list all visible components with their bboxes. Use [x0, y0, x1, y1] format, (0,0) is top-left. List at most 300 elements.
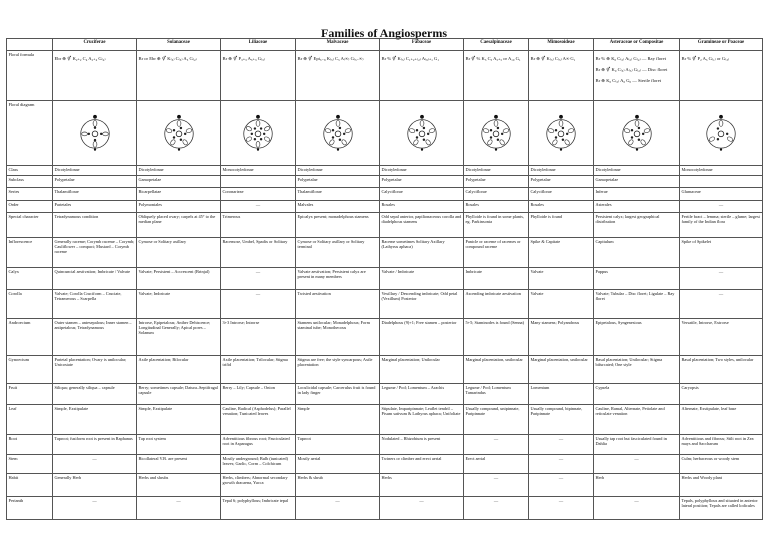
stamen — [426, 133, 428, 135]
cell-corolla: — — [680, 290, 763, 319]
cell-class: Dicotyledonae — [296, 166, 380, 176]
cell-root: Adventitious fibrous root; Fasciculated root in Asparagus — [221, 435, 296, 455]
petal — [181, 139, 187, 146]
cell-special: Phylloide is found — [529, 213, 594, 238]
petal — [264, 126, 271, 132]
bract-dot — [420, 149, 422, 151]
row-corolla — [7, 290, 763, 319]
row-label: Special character — [7, 213, 53, 238]
row-leaf — [7, 405, 763, 435]
stamen — [338, 139, 340, 141]
cell-calyx: Valvate — [529, 268, 594, 290]
formula-cell — [680, 51, 763, 101]
formula-line: Br % ⊕ K₀ C₍₅₎ A₍₅₎ G₍₂₎ — Ray floret — [595, 56, 666, 61]
ovary — [558, 132, 564, 138]
cell-stem: Mostly underground; Bulb (tunicated) leaves; Garlic, Corm – Colchicum — [221, 455, 296, 474]
petal — [503, 128, 510, 133]
cell-gyn: Basal placentation; Two styles, unilocular — [680, 356, 763, 384]
ovary — [419, 132, 425, 138]
cell-andr: Diadelphous (9)+1; Free stamen – posterior — [380, 319, 464, 356]
family-header: Solanaceae — [137, 39, 221, 51]
cell-root: Taproot — [296, 435, 380, 455]
cell-subclass: Polypetalae — [529, 176, 594, 188]
cell-root: Tap root system — [137, 435, 221, 455]
petal — [264, 137, 271, 143]
floral-diagram-drawing — [160, 113, 198, 151]
row-label: Subclass — [7, 176, 53, 188]
cell-series: Inferae — [594, 188, 680, 201]
floral-diagram-drawing — [477, 113, 515, 151]
petal — [499, 139, 505, 146]
cell-habit: Herbs and shrubs — [137, 474, 221, 497]
petal — [340, 139, 346, 146]
row-gyn — [7, 356, 763, 384]
stamen — [263, 133, 265, 135]
family-header: Fabaceae — [380, 39, 464, 51]
mother-axis-dot — [494, 115, 498, 119]
petal — [709, 137, 716, 143]
petal — [552, 139, 558, 146]
stamen — [490, 129, 492, 131]
cell-perianth: — — [53, 497, 137, 520]
cell-order: Polymoniales — [137, 201, 221, 213]
cell-root: — — [464, 435, 529, 455]
stamen — [87, 133, 89, 135]
floral-diagram — [160, 113, 198, 151]
cell-fruit: Siliqua; generally siliqua – capsule — [53, 384, 137, 405]
formula-line: Br ⚥ % K₅ C₅ A₅₊₅ or A₁₀ G₁ — [465, 56, 521, 61]
row-label: Root — [7, 435, 53, 455]
stamen — [555, 137, 557, 139]
cell-calyx: Quincuncial aestivation; Imbricate / Valvate — [53, 268, 137, 290]
floral-diagram — [702, 113, 740, 151]
mother-axis-dot — [93, 115, 97, 119]
diagram-cell — [529, 101, 594, 166]
ovary — [493, 132, 499, 138]
cell-infl: Racemose, Umbel, Spadix or Solitary — [221, 238, 296, 268]
floral-diagram-drawing — [403, 113, 441, 151]
petal — [256, 142, 260, 148]
cell-habit: Herbs & shrub — [296, 474, 380, 497]
cell-order: Rosales — [529, 201, 594, 213]
petal — [639, 139, 645, 146]
ovary — [335, 132, 341, 138]
stamen — [342, 133, 344, 135]
bract-dot — [635, 149, 637, 151]
formula-line: Ebr ⊕ ⚥ K₂₊₂ C₄ A₂₊₄ G₍₂₎ — [54, 56, 106, 61]
petal — [93, 121, 97, 127]
cell-andr: Introrse, Epipetalous; Anther Dehiscence; Longitudinal Generally; Apical pores – Solanum — [137, 319, 221, 356]
stamen — [717, 128, 719, 130]
formula-cell — [529, 51, 594, 101]
cell-calyx: — — [221, 268, 296, 290]
cell-leaf: Cauline, Radical (Asphodelus); Parallel venation; Tunicated leaves — [221, 405, 296, 435]
cell-subclass: Gamopetalae — [594, 176, 680, 188]
cell-class: Dicotyledonae — [380, 166, 464, 176]
cell-infl: Cymose or Solitary axillary — [137, 238, 221, 268]
petal — [81, 132, 87, 136]
stamen — [331, 137, 333, 139]
corner-cell — [7, 39, 53, 51]
family-header: Caesalpinaceae — [464, 39, 529, 51]
cell-calyx: Valvate; Persistent – Accrescent (Brinjal) — [137, 268, 221, 290]
formula-line: Br ⊕ K₀ C₍₅₎ A₀ G₀ — Sterile floret — [595, 78, 662, 83]
cell-habit: — — [529, 474, 594, 497]
cell-leaf: Alternate, Exstipulate, leaf base — [680, 405, 763, 435]
stamen — [555, 129, 557, 131]
mother-axis-dot — [719, 115, 723, 119]
petal — [487, 139, 493, 146]
stamen — [254, 138, 256, 140]
floral-diagram — [319, 113, 357, 151]
row-label: Calyx — [7, 268, 53, 290]
cell-perianth: — — [296, 497, 380, 520]
cell-subclass: Polypetalae — [464, 176, 529, 188]
bract-dot — [257, 149, 259, 151]
row-label: Androecium — [7, 319, 53, 356]
petal — [727, 137, 734, 143]
header-row — [7, 39, 763, 51]
cell-perianth: Tepal 6; polyphyllous; Imbricate tepal — [221, 497, 296, 520]
petal — [627, 139, 633, 146]
petal — [177, 121, 181, 127]
cell-leaf: Usually compound, bipinnate, Paripinnate — [529, 405, 594, 435]
row-series — [7, 188, 763, 201]
cell-habit: Generally Herb — [53, 474, 137, 497]
bract-dot — [495, 149, 497, 151]
row-label: Order — [7, 201, 53, 213]
cell-series: Calyciflorae — [464, 188, 529, 201]
mother-axis-dot — [336, 115, 340, 119]
diagram-cell — [296, 101, 380, 166]
floral-diagram-drawing — [618, 113, 656, 151]
cell-stem: — — [594, 455, 680, 474]
stamen — [251, 133, 253, 135]
row-class — [7, 166, 763, 176]
cell-gyn: Stigma are free; the style syncarpous; Axile placentation — [296, 356, 380, 384]
row-perianth — [7, 497, 763, 520]
stamen — [630, 137, 632, 139]
floral-diagram-drawing — [319, 113, 357, 151]
cell-habit: Herbs, climbers; Abnormal secondary growth dracaena, Yucca — [221, 474, 296, 497]
stamen — [641, 133, 643, 135]
petal — [420, 121, 424, 127]
mother-axis-dot — [420, 115, 424, 119]
stamen — [422, 139, 424, 141]
row-label: Series — [7, 188, 53, 201]
petal — [169, 139, 175, 146]
petal — [428, 128, 435, 133]
formula-line: Br ⊕ ⚥ P₃₊₃ A₃₊₃ G₍₃₎ — [222, 56, 265, 61]
row-label: Class — [7, 166, 53, 176]
cell-fruit: Loculicidal capsule; Carcerulus fruit is found in lady finger — [296, 384, 380, 405]
bract-dot — [93, 149, 95, 151]
cell-root: Nodulated – Rhizobium is present — [380, 435, 464, 455]
cell-corolla: Valvate; Corolla Cruciform – Cruciate, Tetramerous – Scarpella — [53, 290, 137, 319]
row-infl — [7, 238, 763, 268]
cell-gyn: Marginal placentation, unilocular — [529, 356, 594, 384]
cell-stem: Erect aerial — [464, 455, 529, 474]
families-table — [6, 38, 763, 520]
cell-stem: — — [529, 455, 594, 474]
cell-gyn: Parietal placentation; Ovary is unilocular; Unicostate — [53, 356, 137, 384]
cell-calyx: Valvate aestivation; Persistent calyx are present in many members — [296, 268, 380, 290]
cell-class: Dicotyledonae — [137, 166, 221, 176]
mother-axis-dot — [635, 115, 639, 119]
cell-habit: — — [464, 474, 529, 497]
ovary — [718, 132, 724, 138]
cell-andr: Stamens unilocular; Monadelphous; Form staminal tube; Monothecous — [296, 319, 380, 356]
stamen — [497, 127, 499, 129]
cell-fruit: Legume / Pod; Lomentum Tamarindus — [464, 384, 529, 405]
cell-infl: Generally raceme; Corymb raceme – Corymb; Cauliflower – compact; Mustard – Corymb raceme — [53, 238, 137, 268]
cell-subclass — [221, 176, 296, 188]
cell-root: Usually tap root but fasciculated found in Dahlia — [594, 435, 680, 455]
petal — [246, 137, 253, 143]
stamen — [562, 139, 564, 141]
stamen — [497, 139, 499, 141]
petal — [494, 121, 498, 127]
family-header: Cruciferae — [53, 39, 137, 51]
cell-series: Thalamiflorae — [53, 188, 137, 201]
cell-subclass: Gamopetalae — [137, 176, 221, 188]
ovary — [634, 132, 640, 138]
stamen — [637, 139, 639, 141]
row-fruit — [7, 384, 763, 405]
cell-order: Asterales — [594, 201, 680, 213]
formula-cell — [594, 51, 680, 101]
diagram-cell — [594, 101, 680, 166]
petal — [324, 128, 331, 133]
cell-series: Coronarieae — [221, 188, 296, 201]
cell-subclass: Polypetalae — [53, 176, 137, 188]
cell-corolla: — — [221, 290, 296, 319]
diagram-cell — [680, 101, 763, 166]
formula-cell — [137, 51, 221, 101]
petal — [165, 128, 172, 133]
cell-special: Tetradynamous condition — [53, 213, 137, 238]
petal — [719, 121, 723, 127]
formula-line: Br ⊕ ⚥ K₍₅₎ C₍₅₎ A∞ G₁ — [530, 56, 576, 61]
cell-class: Monocotyledonae — [221, 166, 296, 176]
petal — [256, 121, 260, 127]
cell-corolla: Valvate — [529, 290, 594, 319]
petal — [548, 128, 555, 133]
bract-dot — [560, 149, 562, 151]
stamen — [338, 127, 340, 129]
ovary — [255, 132, 261, 138]
formula-line: Br ⊕ ⚥ Epi₃₋₈ K₍₅₎ C₅ A₍∞₎ G₍₅₋∞₎ — [297, 56, 364, 61]
cell-gyn: Marginal placentation; Unilocular — [380, 356, 464, 384]
cell-special: Trimerous — [221, 213, 296, 238]
cell-root: Adventitious and fibrous; Stilt root in Zea mays and Saccharum — [680, 435, 763, 455]
cell-perianth: — — [380, 497, 464, 520]
bract-dot — [720, 149, 722, 151]
petal — [564, 139, 570, 146]
formula-cell — [464, 51, 529, 101]
diagram-cell — [137, 101, 221, 166]
cell-stem: Mostly aerial — [296, 455, 380, 474]
row-formula — [7, 51, 763, 101]
diagram-cell — [380, 101, 464, 166]
cell-order: — — [221, 201, 296, 213]
cell-andr: 5+5; Staminodes is found (Senna) — [464, 319, 529, 356]
ovary — [176, 132, 182, 138]
stamen — [422, 127, 424, 129]
floral-diagram-drawing — [76, 113, 114, 151]
cell-order: — — [680, 201, 763, 213]
cell-corolla: Valvate; Imbricate — [137, 290, 221, 319]
cell-special: Obliquely placed ovary; carpels at 45° to the median plane — [137, 213, 221, 238]
mother-axis-dot — [256, 115, 260, 119]
cell-andr: Versatile, Introrse, Extrorse — [680, 319, 763, 356]
petal — [408, 128, 415, 133]
formula-line: Br % ⚥ K₍₅₎ C₁₊₂₊₍₂₎ A₍₉₎₊₁ G₁ — [381, 56, 439, 61]
cell-infl: Cymose or Solitary axillary or Solitary terminal — [296, 238, 380, 268]
diagram-cell — [464, 101, 529, 166]
cell-order: Parietales — [53, 201, 137, 213]
cell-perianth: — — [137, 497, 221, 520]
cell-subclass: Polypetalae — [380, 176, 464, 188]
row-label: Perianth — [7, 497, 53, 520]
cell-corolla: Valvate; Tubular – Disc floret; Ligulate – Ray floret — [594, 290, 680, 319]
formula-line: Br or Ebr ⊕ ⚥ K₍₅₎ C₍₅₎ A₅ G₍₂₎ — [138, 56, 197, 61]
formula-cell — [221, 51, 296, 101]
page-title: Families of Angiosperms — [321, 26, 447, 40]
petal — [568, 128, 575, 133]
row-habit — [7, 474, 763, 497]
cell-leaf: Usually compound, unipinnate, Paripinnate — [464, 405, 529, 435]
cell-infl: Capitulum — [594, 238, 680, 268]
floral-diagram — [239, 113, 277, 151]
row-order — [7, 201, 763, 213]
stamen — [172, 129, 174, 131]
floral-diagram-drawing — [702, 113, 740, 151]
cell-stem: Bicollateral V.B. are present — [137, 455, 221, 474]
cell-fruit: Berry; sometimes capsule; Datura–Septifragal capsule — [137, 384, 221, 405]
row-root — [7, 435, 763, 455]
cell-fruit: Cypsela — [594, 384, 680, 405]
stamen — [179, 127, 181, 129]
petal — [246, 126, 253, 132]
stamen — [260, 128, 262, 130]
diagram-cell — [221, 101, 296, 166]
stamen — [726, 133, 728, 135]
petal — [635, 121, 639, 127]
cell-root: Taproot; fusiform root is present in Raphanus — [53, 435, 137, 455]
floral-diagram-drawing — [239, 113, 277, 151]
cell-order: Rosales — [380, 201, 464, 213]
cell-gyn: Axile placentation; Trilocular; Stigma trifid — [221, 356, 296, 384]
stamen — [183, 133, 185, 135]
cell-special: Odd sepal anterior, papilionaceous corolla and diadelphous stamens — [380, 213, 464, 238]
cell-habit: Herbs and Woody plant — [680, 474, 763, 497]
row-label: Leaf — [7, 405, 53, 435]
stamen — [254, 128, 256, 130]
cell-class: Dicotyledonae — [53, 166, 137, 176]
cell-special: Epicalyx present; monadelphous stamens — [296, 213, 380, 238]
stamen — [172, 137, 174, 139]
cell-leaf: Simple — [296, 405, 380, 435]
cell-andr: Many stamens; Polyandrous — [529, 319, 594, 356]
cell-special: Fertile bract – lemma; sterile – glume; largest family of the Indian flora — [680, 213, 763, 238]
cell-series: Calyciflorae — [380, 188, 464, 201]
row-andr — [7, 319, 763, 356]
cell-leaf: Stipulate, Imparipinnate; Leaflet tendril – Pisum sativum & Lathyrus aphaca; Unifoliate — [380, 405, 464, 435]
cell-infl: Spike & Capitate — [529, 238, 594, 268]
cell-subclass: Polypetalae — [296, 176, 380, 188]
mother-axis-dot — [559, 115, 563, 119]
petal — [185, 128, 192, 133]
petal — [559, 121, 563, 127]
row-label: Floral formula — [7, 51, 53, 101]
cell-root: — — [529, 435, 594, 455]
cell-habit: Herb — [594, 474, 680, 497]
cell-gyn: Axile placentation; Bilocular — [137, 356, 221, 384]
petal — [93, 142, 97, 148]
stamen — [630, 129, 632, 131]
cell-subclass — [680, 176, 763, 188]
stamen — [415, 129, 417, 131]
row-special — [7, 213, 763, 238]
cell-perianth: — — [594, 497, 680, 520]
petal — [328, 139, 334, 146]
cell-stem: Twiners or climber and erect aerial — [380, 455, 464, 474]
cell-special: Persistent calyx; largest geographical distribution — [594, 213, 680, 238]
family-header: Asteraceae or Compositae — [594, 39, 680, 51]
cell-order: Malvales — [296, 201, 380, 213]
cell-infl: Raceme sometimes Solitary Axillary (Lathyrus aphaca) — [380, 238, 464, 268]
stamen — [562, 127, 564, 129]
floral-diagram — [477, 113, 515, 151]
stamen — [501, 133, 503, 135]
floral-diagram — [76, 113, 114, 151]
cell-perianth: Tepals, polyphyllous and situated in anterior lateral position; Tepals are called lodicules — [680, 497, 763, 520]
row-label: Inflorescence — [7, 238, 53, 268]
petal — [102, 132, 108, 136]
cell-corolla: Twisted aestivation — [296, 290, 380, 319]
stamen — [415, 137, 417, 139]
petal — [424, 139, 430, 146]
cell-perianth: — — [464, 497, 529, 520]
row-label: Habit — [7, 474, 53, 497]
cell-calyx: Valvate / Imbricate — [380, 268, 464, 290]
floral-diagram — [618, 113, 656, 151]
floral-diagram-drawing — [542, 113, 580, 151]
cell-fruit: Legume / Pod; Lomentum – Arachis — [380, 384, 464, 405]
stamen — [637, 127, 639, 129]
floral-diagram — [542, 113, 580, 151]
row-label: Floral diagram — [7, 101, 53, 166]
petal — [643, 128, 650, 133]
cell-fruit: Caryopsis — [680, 384, 763, 405]
family-header: Liliaceae — [221, 39, 296, 51]
formula-cell — [380, 51, 464, 101]
stamen — [490, 137, 492, 139]
diagram-cell — [53, 101, 137, 166]
formula-line: Br ⊕ ⚥ K₀ C₍₅₎ A₍₅₎ G₍₂₎ — Disc floret — [595, 67, 668, 72]
stamen — [93, 139, 95, 141]
stamen — [260, 138, 262, 140]
bract-dot — [177, 149, 179, 151]
stamen — [99, 133, 101, 135]
cell-calyx: Pappus — [594, 268, 680, 290]
row-label: Fruit — [7, 384, 53, 405]
row-label: Stem — [7, 455, 53, 474]
family-header: Mimosoideae — [529, 39, 594, 51]
row-label: Corolla — [7, 290, 53, 319]
petal — [344, 128, 351, 133]
